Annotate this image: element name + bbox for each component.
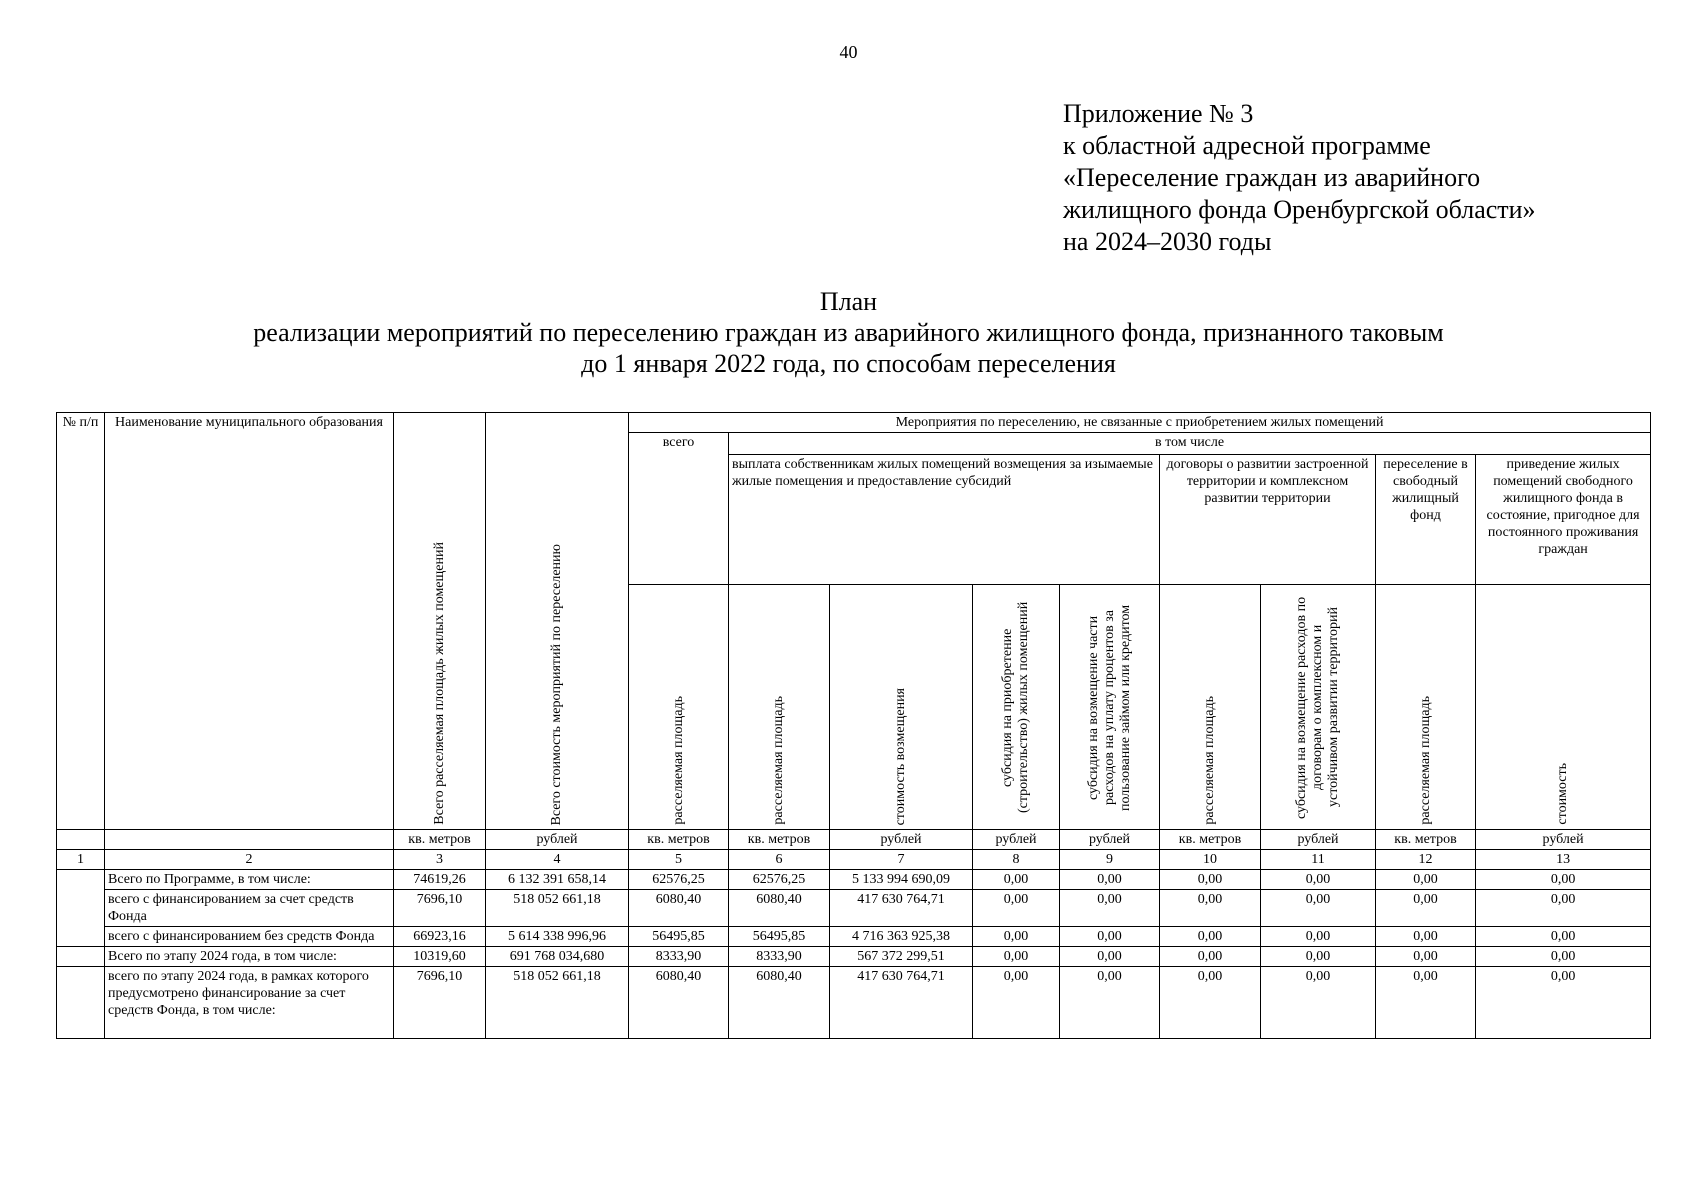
header-col7-text: стоимость возмещения	[893, 687, 908, 825]
header-no: № п/п	[57, 413, 105, 830]
cell: 0,00	[1376, 947, 1476, 967]
header-cost-total-text: Всего стоимость мероприятий по переселению	[549, 543, 564, 825]
appendix-line: жилищного фонда Оренбургской области»	[1063, 195, 1536, 224]
header-col8-text: субсидия на приобретение (строительство) жилых помещений	[1000, 601, 1031, 814]
header-col6-text: расселяемая площадь	[771, 696, 786, 825]
index-cell: 2	[105, 850, 394, 870]
header-col5-text: расселяемая площадь	[670, 696, 686, 825]
header-contracts: договоры о развитии застроенной территории и комплексном развитии территории	[1160, 455, 1376, 585]
index-cell: 1	[57, 850, 105, 870]
unit-cell: кв. метров	[729, 830, 830, 850]
cell: 0,00	[1261, 947, 1376, 967]
header-col9-text: субсидия на возмещение части расходов на уплату процентов за пользование займом или кредитом	[1085, 604, 1133, 811]
header-col12	[1376, 585, 1476, 830]
header-col12-text: расселяемая площадь	[1417, 696, 1433, 825]
cell: 0,00	[1060, 967, 1160, 1039]
index-cell: 4	[486, 850, 629, 870]
header-col11	[1261, 585, 1376, 830]
cell: 56495,85	[629, 927, 729, 947]
cell: 0,00	[1160, 927, 1261, 947]
header-area-total-text: Всего расселяемая площадь жилых помещений	[431, 542, 447, 825]
cell: 6080,40	[729, 967, 830, 1039]
appendix-line: на 2024–2030 годы	[1063, 227, 1272, 256]
cell: 7696,10	[394, 967, 486, 1039]
row-name: всего по этапу 2024 года, в рамках которого предусмотрено финансирование за счет средств Фонда, в том числе:	[105, 967, 394, 1039]
cell: 8333,90	[629, 947, 729, 967]
header-area-total	[394, 413, 486, 830]
header-including: в том числе	[729, 433, 1651, 455]
header-col7	[830, 585, 973, 830]
cell: 0,00	[1060, 947, 1160, 967]
cell: 0,00	[1476, 967, 1651, 1039]
cell: 0,00	[1376, 870, 1476, 890]
cell: 0,00	[1476, 870, 1651, 890]
cell: 0,00	[1160, 947, 1261, 967]
cell: 8333,90	[729, 947, 830, 967]
cell: 74619,26	[394, 870, 486, 890]
cell: 0,00	[1376, 890, 1476, 927]
header-col10	[1160, 585, 1261, 830]
appendix-line: к областной адресной программе	[1063, 131, 1431, 160]
index-cell: 7	[830, 850, 973, 870]
unit-cell: кв. метров	[1376, 830, 1476, 850]
cell: 567 372 299,51	[830, 947, 973, 967]
cell: 62576,25	[729, 870, 830, 890]
cell: 0,00	[1060, 870, 1160, 890]
cell: 66923,16	[394, 927, 486, 947]
cell: 0,00	[1476, 947, 1651, 967]
index-cell: 5	[629, 850, 729, 870]
cell: 5 133 994 690,09	[830, 870, 973, 890]
cell: 417 630 764,71	[830, 967, 973, 1039]
index-cell: 6	[729, 850, 830, 870]
cell: 56495,85	[729, 927, 830, 947]
unit-cell	[105, 830, 394, 850]
unit-cell: кв. метров	[629, 830, 729, 850]
header-cost-total	[486, 413, 629, 830]
cell: 5 614 338 996,96	[486, 927, 629, 947]
column-index-row	[57, 850, 1651, 870]
table-row	[57, 967, 1651, 1039]
index-cell: 8	[973, 850, 1060, 870]
index-cell: 11	[1261, 850, 1376, 870]
cell: 0,00	[973, 890, 1060, 927]
header-col8	[973, 585, 1060, 830]
cell: 0,00	[1376, 967, 1476, 1039]
index-cell: 10	[1160, 850, 1261, 870]
unit-cell: кв. метров	[1160, 830, 1261, 850]
cell: 0,00	[1261, 870, 1376, 890]
page-number: 40	[839, 42, 858, 62]
index-cell: 13	[1476, 850, 1651, 870]
header-measures: Мероприятия по переселению, не связанные с приобретением жилых помещений	[629, 413, 1651, 433]
unit-cell: рублей	[486, 830, 629, 850]
cell: 0,00	[973, 947, 1060, 967]
cell: 6080,40	[629, 890, 729, 927]
table-row	[57, 947, 1651, 967]
table-row	[57, 927, 1651, 947]
appendix-line: «Переселение граждан из аварийного	[1063, 163, 1481, 192]
header-all: всего	[629, 433, 729, 585]
cell: 0,00	[1476, 927, 1651, 947]
cell: 6080,40	[729, 890, 830, 927]
plan-title	[0, 286, 1697, 379]
header-bring-fund: приведение жилых помещений свободного жилищного фонда в состояние, пригодное для постоянного проживания граждан	[1476, 455, 1651, 585]
cell: 0,00	[973, 927, 1060, 947]
cell: 0,00	[1476, 890, 1651, 927]
unit-cell	[57, 830, 105, 850]
index-cell: 3	[394, 850, 486, 870]
cell: 62576,25	[629, 870, 729, 890]
header-col13-text: стоимость	[1555, 763, 1571, 825]
unit-cell: рублей	[1476, 830, 1651, 850]
cell: 6080,40	[629, 967, 729, 1039]
index-cell: 12	[1376, 850, 1476, 870]
cell: 0,00	[1261, 890, 1376, 927]
units-row	[57, 830, 1651, 850]
row-name: Всего по Программе, в том числе:	[105, 870, 394, 890]
cell: 0,00	[1060, 890, 1160, 927]
cell: 7696,10	[394, 890, 486, 927]
cell: 417 630 764,71	[830, 890, 973, 927]
cell: 691 768 034,680	[486, 947, 629, 967]
unit-cell: рублей	[830, 830, 973, 850]
cell: 0,00	[973, 967, 1060, 1039]
cell: 518 052 661,18	[486, 967, 629, 1039]
cell: 0,00	[973, 870, 1060, 890]
cell: 4 716 363 925,38	[830, 927, 973, 947]
row-name: всего с финансированием без средств Фонда	[105, 927, 394, 947]
index-cell: 9	[1060, 850, 1160, 870]
header-free-fund: переселение в свободный жилищный фонд	[1376, 455, 1476, 585]
unit-cell: рублей	[1261, 830, 1376, 850]
table-row	[57, 870, 1651, 890]
header-name: Наименование муниципального образования	[105, 413, 394, 830]
header-payment: выплата собственникам жилых помещений возмещения за изымаемые жилые помещения и предоставление субсидий	[729, 455, 1160, 585]
cell: 518 052 661,18	[486, 890, 629, 927]
unit-cell: рублей	[1060, 830, 1160, 850]
cell: 0,00	[1376, 927, 1476, 947]
cell: 0,00	[1160, 967, 1261, 1039]
unit-cell: кв. метров	[394, 830, 486, 850]
row-number	[57, 967, 105, 1039]
cell: 0,00	[1060, 927, 1160, 947]
cell: 10319,60	[394, 947, 486, 967]
header-col10-text: расселяемая площадь	[1202, 696, 1217, 825]
plan-title-line: План	[819, 287, 878, 316]
row-number	[57, 947, 105, 967]
row-name: всего с финансированием за счет средств Фонда	[105, 890, 394, 927]
unit-cell: рублей	[973, 830, 1060, 850]
plan-title-line: реализации мероприятий по переселению граждан из аварийного жилищного фонда, признанного таковым	[253, 318, 1444, 347]
header-col9	[1060, 585, 1160, 830]
plan-table	[56, 412, 1651, 1039]
header-col11-text: субсидия на возмещение расходов по договорам о комплексном и устойчивом развитии территорий	[1294, 596, 1341, 819]
cell: 0,00	[1160, 870, 1261, 890]
appendix-line: Приложение № 3	[1063, 99, 1254, 128]
appendix-heading	[1063, 98, 1536, 258]
header-col13	[1476, 585, 1651, 830]
table-row	[57, 890, 1651, 927]
header-col6	[729, 585, 830, 830]
header-col5	[629, 585, 729, 830]
cell: 0,00	[1261, 967, 1376, 1039]
row-number	[57, 870, 105, 947]
plan-title-line: до 1 января 2022 года, по способам переселения	[581, 349, 1116, 378]
cell: 0,00	[1160, 890, 1261, 927]
row-name: Всего по этапу 2024 года, в том числе:	[105, 947, 394, 967]
cell: 0,00	[1261, 927, 1376, 947]
cell: 6 132 391 658,14	[486, 870, 629, 890]
